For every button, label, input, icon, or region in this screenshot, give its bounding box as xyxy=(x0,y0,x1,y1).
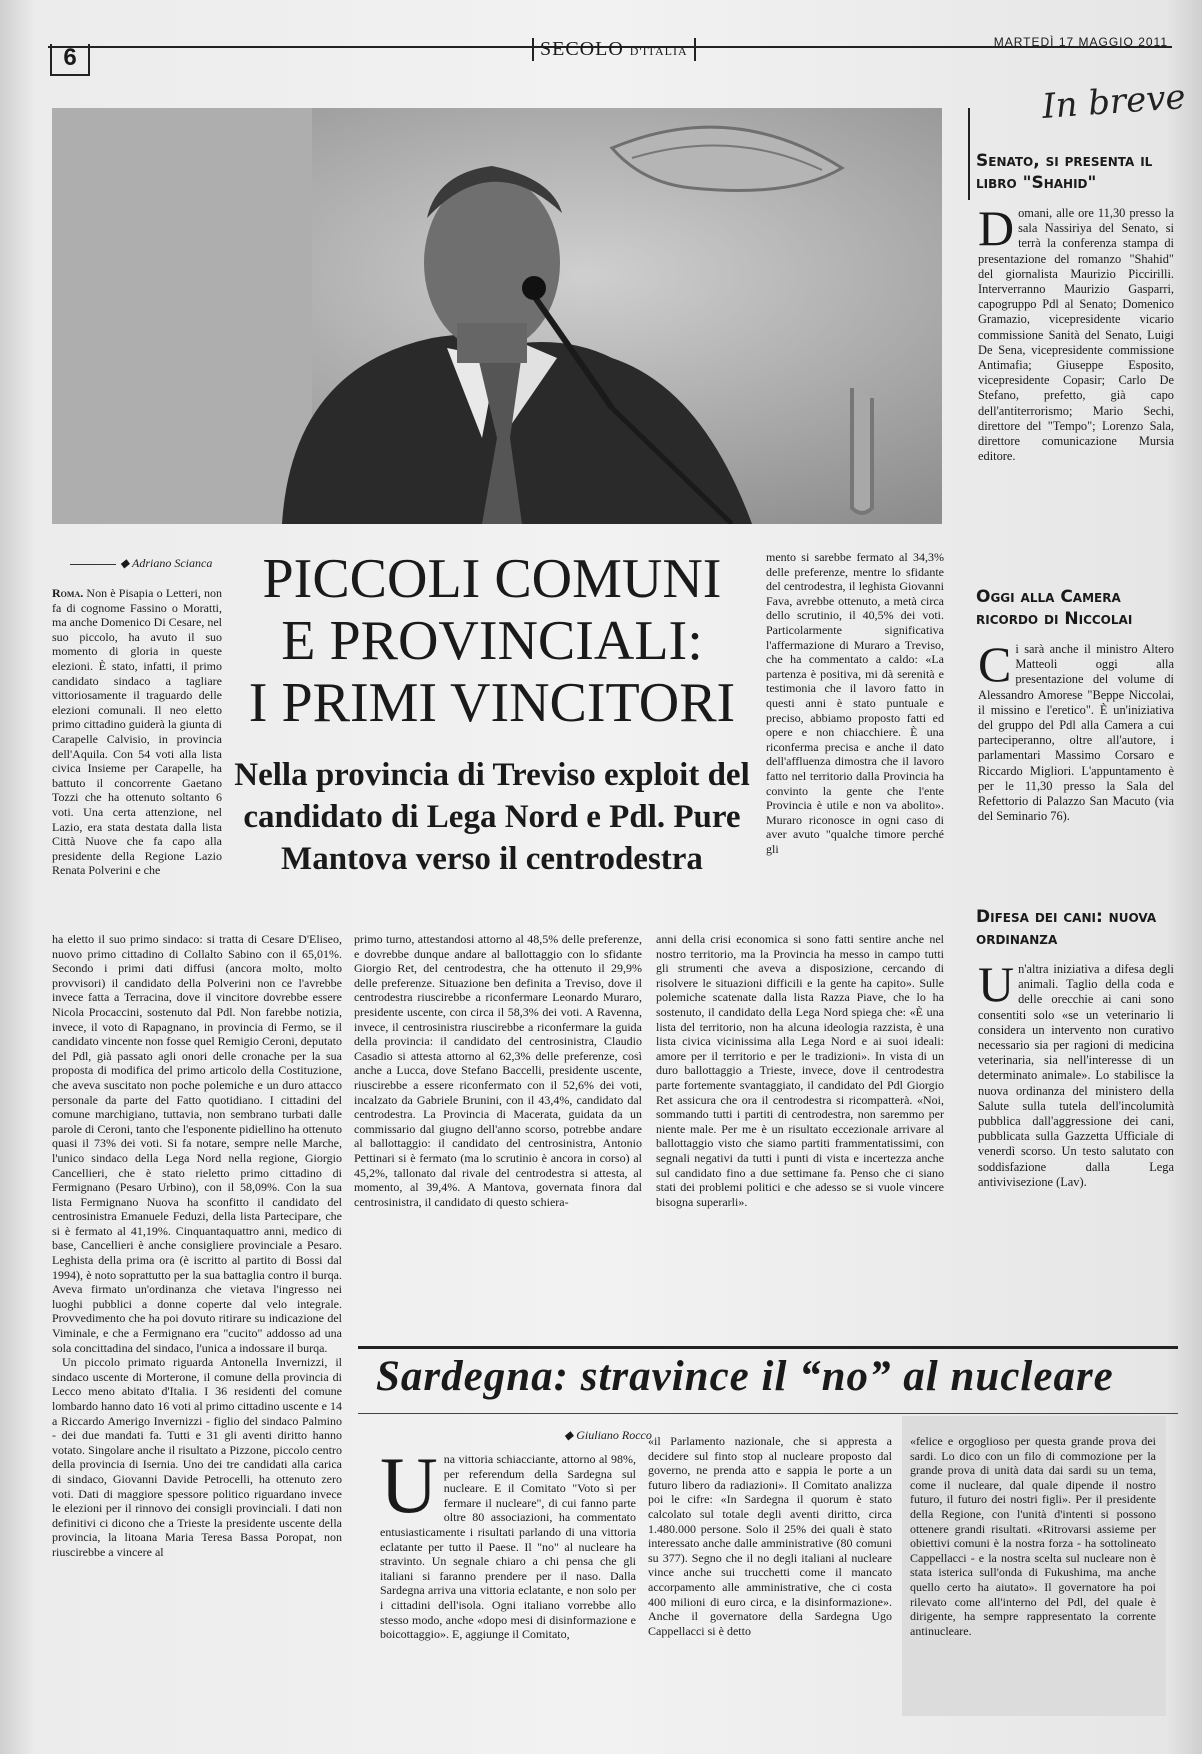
masthead-name: SECOLO xyxy=(540,38,624,60)
sidebar-heading-1: Senato, si presenta il libro "Shahid" xyxy=(976,151,1153,193)
byline-author: Adriano Scianca xyxy=(132,556,213,570)
sidebar-item-1-text: omani, alle ore 11,30 presso la sala Nassiriya del Senato, si terrà la conferenza stampa di presentazione del romanzo "Shahid" del giornalista Maurizio Piccirilli. Interverranno Maurizio Gasparri, capogruppo Pdl al Senato; Domenico Gramazio, vicepresidente vicario commissione Sanità del Senato, Luigi De Sena, vicepresidente commissione Antimafia; Giuseppe Esposito, vicepresidente Copasir; Carlo De Stefano, prefetto, già capo dell'antiterrorismo; Mario Sechi, direttore del "Tempo"; Lorenzo Sala, direttore comunicazione Mursia editore. xyxy=(978,206,1174,464)
article-col-1 xyxy=(52,586,222,930)
sidebar-item-1 xyxy=(978,206,1174,548)
article-col-4-top xyxy=(766,550,944,924)
article-byline: ◆ Adriano Scianca xyxy=(70,556,212,571)
sardegna-col-3-text: «felice e orgoglioso per questa grande prova dei sardi. Lo dico con un filo di commozione per la grande prova di unità data dai sardi su un tema, come il nucleare, dal quale dipende il nostro futuro, il futuro dei nostri figli». Per il presidente della Regione, con l'unità d'intenti si possono ottenere grandi risultati. «Ritrovarsi assieme per obiettivi comuni è la nostra forza - ha sottolineato Cappellacci - e la nostra scelta sul nucleare non è stata isterica sull'onda di Fukushima, ma anche quello certo ha aiutato». Il governatore ha poi rilevato come all'interno del Pdl, del quale è dirigente, ha sempre rappresentato la corrente antinucleare. xyxy=(910,1434,1156,1638)
sidebar-heading-3: Difesa dei cani: nuova ordinanza xyxy=(976,907,1157,949)
article-col-2 xyxy=(52,932,342,1712)
article-col-4-bottom xyxy=(656,932,944,1300)
byline-rule xyxy=(70,564,116,565)
sardegna-col-2-text: «il Parlamento nazionale, che si appresta a decidere sul finto stop al nucleare proposto dal governo, ne prenda atto e sappia le porte a un futuro libero da radiazioni». Il Comitato analizza poi le cifre: «In Sardegna il quorum è stato calcolato sul totale degli aventi diritto, circa 1.480.000 persone. Solo il 25% dei quali è stato interessato anche dalle amministrative (80 comuni su 377). Segno che il no degli italiani al nucleare vince anche sui trucchetti come il mancato accorpamento alle amministrative, che ci costa 400 milioni di euro circa, e la disinformazione». Anche il governatore della Sardegna Ugo Cappellacci si è detto xyxy=(648,1434,892,1638)
article-col-3 xyxy=(354,932,642,1300)
article-subhead: Nella provincia di Treviso exploit del candidato di Lega Nord e Pdl. Pure Mantova verso il centrodestra xyxy=(234,757,750,877)
in-breve-title: In breve xyxy=(1040,77,1187,127)
headline-line-3: I PRIMI VINCITORI xyxy=(248,672,736,734)
col-1-text: Non è Pisapia o Letteri, non fa di cognome Fassino o Moratti, ma anche Domenico Di Cesare, nel suo piccolo, ha avuto il suo momento di gloria in queste elezioni. È stato, infatti, il primo candidato sindaco a tagliare vittoriosamente il traguardo delle elezioni comunali. Il neo eletto primo cittadino guiderà la giunta di Carapelle Calvisio, in provincia dell'Aquila. Con 54 voti alla lista civica Insieme per Carapelle, ha battuto il concorrente Gaetano Tozzi che ha ottenuto soltanto 6 voti. Una certa attenzione, nel Lazio, era stata destata dalla lista Città Nuove che fa capo alla presidente della Regione Lazio Renata Polverini e che xyxy=(52,586,222,878)
sidebar-item-3-text: n'altra iniziativa a difesa degli animali. Taglio della coda e delle orecchie ai cani sono consentiti solo «se un veterinario li considera un intervento non curativo necessario sia per ragioni di medicina veterinaria, sia nell'interesse di un determinato animale». Lo stabilisce la nuova ordinanza del ministero della Salute sulla tutela dell'incolumità pubblica dall'aggressione dei cani, pubblicata sulla Gazzetta Ufficiale di venerdì scorso. Un testo salutato con soddisfazione dalla Lega antivivisezione (Lav). xyxy=(978,962,1174,1189)
sardegna-col-3 xyxy=(910,1434,1156,1708)
sardegna-col-1-text: na vittoria schiacciante, attorno al 98%, per referendum della Sardegna sul nucleare. E il Comitato "Voto sì per fermare il nucleare", di cui fanno parte oltre 80 associazioni, ha commentato entusiasticamente i risultati parlando di una vittoria eclatante per tutto il Paese. Il "no" al nucleare ha stravinto. Un segnale chiaro a chi pensa che gli italiani si faranno prendere per il naso. Dalla Sardegna arriva una vittoria eclatante, e non solo per i cittadini dell'isola. Ogni italiano vorrebbe allo stesso modo, anche «dopo mesi di disinformazione e boicottaggio». E, aggiunge il Comitato, xyxy=(380,1452,636,1642)
col-3-text: primo turno, attestandosi attorno al 48,5% delle preferenze, e dovrebbe dunque andare al ballottaggio con lo sfidante Giorgio Ret, del centrodestra, che ha ottenuto il 29,9% delle preferenze. Situazione ben definita a Treviso, dove il centrodestra riuscirebbe a riconfermare Leonardo Muraro, presidente uscente, con circa il 58,3% dei voti. A Ravenna, invece, il centrosinistra riuscirebbe a riconfermare la guida della provincia: il candidato del centrosinistra, Claudio Casadio si attesta attorno al 62,3% delle preferenze, così anche a Lucca, dove Stefano Baccelli, presidente uscente, riuscirebbe a essere riconfermato con il 52,6% dei voti, incalzato da Gabriele Brunini, con il 43,4%, candidato dal centrodestra. La Provincia di Macerata, guidata da un commissario dal giugno dell'anno scorso, potrebbe andare al ballottaggio: il candidato del centrosinistra, Antonio Pettinari si è fermato (ma lo scrutinio è ancora in corso) al 45,2%, tallonato dal rivale del centrodestra si attesta, al momento, al 39,4%. A Mantova, governata finora dal centrosinistra, il candidato di questo schiera- xyxy=(354,932,642,1209)
dateline: Roma. xyxy=(52,586,84,600)
sidebar-item-3 xyxy=(978,962,1174,1292)
sidebar-rule xyxy=(968,108,970,200)
sardegna-byline: ◆ Giuliano Rocco xyxy=(564,1428,652,1442)
speaker-photo xyxy=(52,108,942,524)
col-2-paragraph-1: ha eletto il suo primo sindaco: si tratta di Cesare D'Eliseo, nuovo primo cittadino di Collalto Sabino con il 65,01%. Secondo i primi dati diffusi (ancora molto, molto provvisori) il candidato della Polverini non ce l'avrebbe invece fatta a Terracina, dove il vincitore dovrebbe essere Nicola Procaccini, sostenuto dal Pdl. Non farebbe notizia, invece, il voto di Rapagnano, in provincia di Fermo, se il candidato vincente non fosse quel Remigio Ceroni, deputato del Pdl, già passato agli onori delle cronache per la sua proposta di modifica del primo articolo della Costituzione, che aveva suscitato non poche polemiche e un duro attacco personale da parte del Fatto quotidiano. I cittadini del comune marchigiano, tuttavia, non sembrano turbati dalle parole di Ceroni, tanto che l'esponente pidiellino ha ottenuto quasi il 73% dei voti. Si fa notare, sempre nelle Marche, l'unico sindaco della Lega Nord nella regione, Giorgio Cancellieri, che è stato rieletto primo cittadino di Fermignano (Pesaro Urbino), con il 58,09%. Con la sua lista Fermignano Nuova ha sconfitto il candidato del centrosinistra Emanuele Feduzi, della lista Partecipare, che si è fermato al 41,19%. Cinquantaquattro anni, medico di base, Cancellieri è anche consigliere provinciale a Pesaro. Leghista della prima ora (è iscritto al partito di Bossi dal 1994), è noto soprattutto per la sua battaglia contro il burqa. Aveva firmato un'ordinanza che vietava l'ingresso nei luoghi pubblici a donne coperte dal velo integrale. Provvedimento che ha poi dovuto ritirare su indicazione del Viminale, e che a Fermignano era "cucito" addosso ad una sola concittadina del sindaco, l'unica a indossare il burqa. xyxy=(52,932,342,1355)
col-4-bottom-text: anni della crisi economica si sono fatti sentire anche nel nostro territorio, ma la Provincia ha messo in campo tutti gli strumenti che aveva a disposizione, cercando di risolvere le situazioni difficili e la gente ha capito». Sulle polemiche scatenate dalla lista Razza Piave, che lo ha sostenuto, il candidato della Lega Nord spiega che: «È una lista del territorio, non ha alcuna ideologia razzista, è una lista civica vicinissima alla Lega Nord e ai suoi ideali: amore per il territorio e per le tradizioni». In vista di un duro ballottaggio a Trieste, invece, dove il centrodestra parte fortemente svantaggiato, il candidato del Pdl Giorgio Ret assicura che ora il centrodestra si ricompatterà. «Noi, sommando tutti i partiti di centrodestra, non saremmo per niente male. Per me è un risultato eccezionale arrivare al ballottaggio visto che siamo partiti frammentatissimi, con segnali negativi da tutti i punti di vista e incertezza anche sul candidato fino a due settimane fa. Penso che ci siano stati dei problemi politici e che adesso se si vuole vincere bisogna superarli». xyxy=(656,932,944,1209)
drop-cap: C xyxy=(978,642,1012,692)
sardegna-col-1 xyxy=(380,1452,636,1708)
masthead xyxy=(532,38,696,61)
sardegna-col-2 xyxy=(648,1434,892,1708)
sidebar-heading-2: Oggi alla Camera ricordo di Niccolai xyxy=(976,587,1133,629)
drop-cap: U xyxy=(978,962,1015,1012)
drop-cap: D xyxy=(978,206,1015,256)
headline-line-1: PICCOLI COMUNI xyxy=(262,548,722,610)
masthead-sub: D'ITALIA xyxy=(629,44,688,58)
col-2-paragraph-2: Un piccolo primato riguarda Antonella Invernizzi, il sindaco uscente di Morterone, il comune della provincia di Lecco meno abitato d'Italia. I 36 residenti del comune lombardo hanno dato 16 voti al primo cittadino uscente e 14 a Riccardo Amerigo Invernizzi - figlio del sindaco Palmino - dei due mandati fa. Tutti e 31 gli aventi diritto hanno votato. Singolare anche il risultato a Pizzone, piccolo centro della provincia di Isernia. Uno dei tre candidati alla carica di sindaco, Giovanni Davide Petrocelli, ha ottenuto zero voti. Dati di maggiore spessore politico riguardano invece le elezioni per il rinnovo dei consigli provinciali. I dati non definitivi ci dicono che a Trieste la presidente uscente della provincia, la litoana Maria Teresa Bassa Poropat, non riuscirebbe a vincere al xyxy=(52,1355,342,1559)
sardegna-author: Giuliano Rocco xyxy=(576,1428,652,1442)
page-number: 6 xyxy=(50,44,90,76)
sidebar-item-2 xyxy=(978,642,1174,882)
col-4-top-text: mento si sarebbe fermato al 34,3% delle preferenze, mentre lo sfidante del centrodestra, il leghista Giovanni Fava, avrebbe ottenuto, a metà circa dello scrutinio, il 40,5% dei voti. Particolarmente significativa l'affermazione di Muraro a Treviso, che ha commentato a caldo: «La partenza è positiva, mi dà serenità e testimonia che il lavoro fatto in questi anni è stato puntuale e preciso, abbiamo proposto fatti ed opere e non chiacchiere. È una riconferma precisa e anche il dato dell'affluenza dimostra che il lavoro fatto nel territorio dalla Provincia ha convinto la gente che l'ente Provincia è utile e non va abolito». Muraro riconosce in ogni caso di aver avuto "qualche timore perché gli xyxy=(766,550,944,856)
sidebar-item-2-text: i sarà anche il ministro Altero Matteoli oggi alla presentazione del volume di Alessandro Amorese "Beppe Niccolai, il missino e l'eretico". È un'iniziativa del gruppo del Pdl alla Camera a cui parteciperanno, oltre all'autore, i parlamentari Massimo Corsaro e Riccardo Migliori. L'appuntamento è per le 11,30 presso la Sala del Refettorio di Palazzo San Macuto (via del Seminario 76). xyxy=(978,642,1174,824)
issue-date: MARTEDÌ 17 MAGGIO 2011 xyxy=(993,35,1168,49)
sardegna-headline: Sardegna: stravince il “no” al nucleare xyxy=(376,1353,1114,1400)
article-headline xyxy=(232,548,752,734)
drop-cap: U xyxy=(380,1452,438,1530)
headline-line-2: E PROVINCIALI: xyxy=(281,610,703,672)
